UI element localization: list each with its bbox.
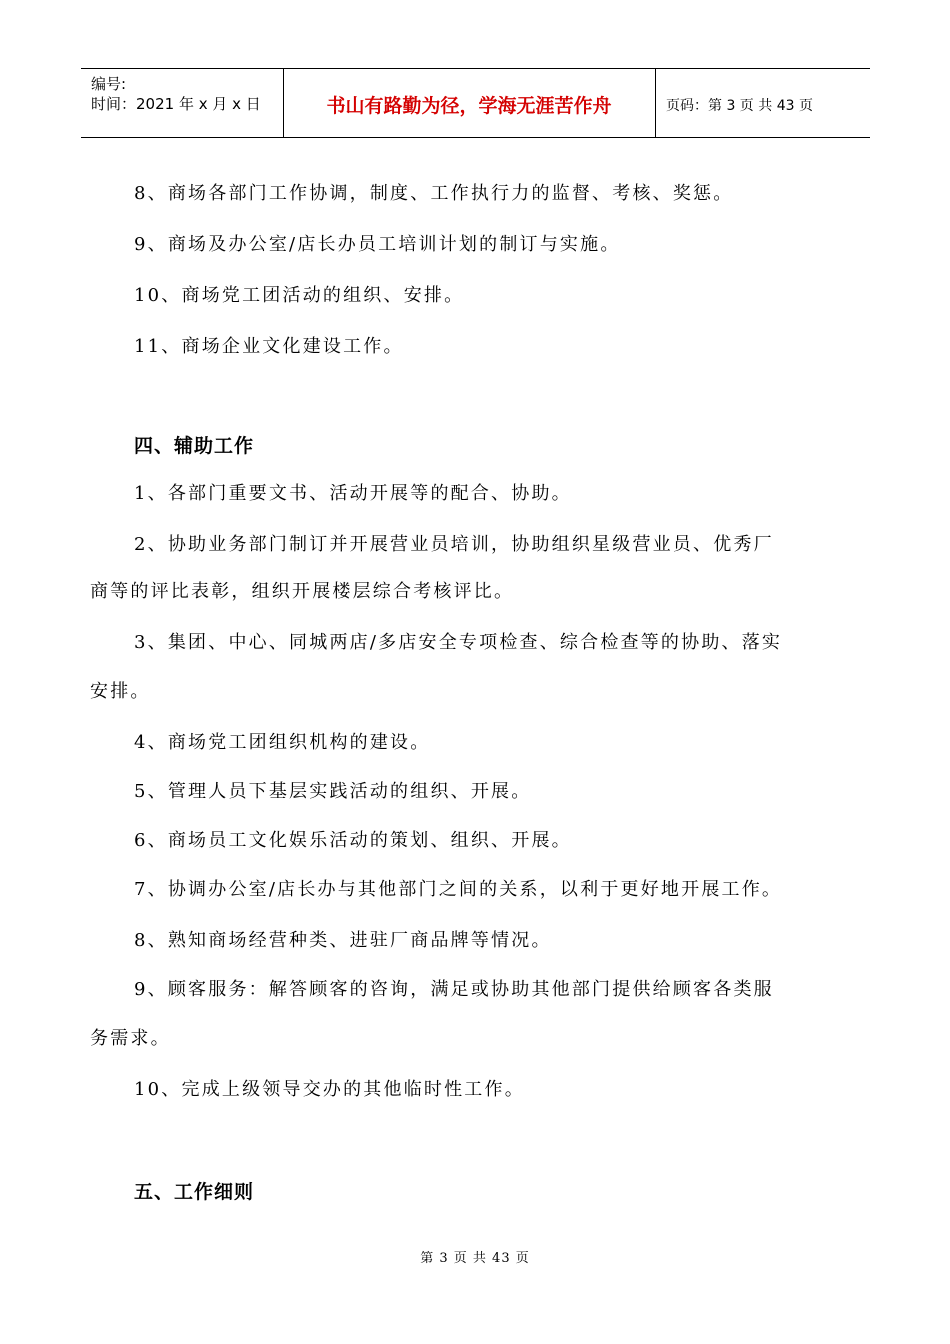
section4-item-3-line-2: 安排。: [90, 681, 151, 702]
section4-item-7: 7、协调办公室/店长办与其他部门之间的关系，以利于更好地开展工作。: [134, 879, 783, 900]
section4-heading: 四、辅助工作: [134, 435, 255, 457]
section3-item-10: 10、商场党工团活动的组织、安排。: [134, 285, 465, 306]
header-page-cell: [656, 69, 870, 137]
section4-item-3-line-1: 3、集团、中心、同城两店/多店安全专项检查、综合检查等的协助、落实: [134, 632, 783, 653]
section5-heading: 五、工作细则: [134, 1181, 255, 1203]
document-header: [81, 68, 870, 138]
section4-item-2-line-1: 2、协助业务部门制订并开展营业员培训，协助组织星级营业员、优秀厂: [134, 534, 774, 555]
document-number-label: 编号:: [91, 75, 127, 93]
section4-item-10: 10、完成上级领导交办的其他临时性工作。: [134, 1079, 525, 1100]
section4-item-1: 1、各部门重要文书、活动开展等的配合、协助。: [134, 483, 572, 504]
section4-item-4: 4、商场党工团组织机构的建设。: [134, 732, 431, 753]
section4-item-9-line-1: 9、顾客服务：解答顾客的咨询，满足或协助其他部门提供给顾客各类服: [134, 979, 774, 1000]
section4-item-2-line-2: 商等的评比表彰，组织开展楼层综合考核评比。: [90, 581, 515, 602]
page-footer: 第 3 页 共 43 页: [420, 1251, 530, 1266]
section3-item-8: 8、商场各部门工作协调，制度、工作执行力的监督、考核、奖惩。: [134, 183, 734, 204]
header-motto: 书山有路勤为径，学海无涯苦作舟: [326, 95, 612, 117]
section4-item-6: 6、商场员工文化娱乐活动的策划、组织、开展。: [134, 830, 572, 851]
header-page-info: 页码：第 3 页 共 43 页: [666, 98, 813, 114]
header-meta-cell: [81, 69, 284, 137]
section3-item-9: 9、商场及办公室/店长办员工培训计划的制订与实施。: [134, 234, 621, 255]
header-motto-cell: [283, 69, 656, 137]
section4-item-5: 5、管理人员下基层实践活动的组织、开展。: [134, 781, 532, 802]
section3-item-11: 11、商场企业文化建设工作。: [134, 336, 404, 357]
document-time-label: 时间：2021 年 x 月 x 日: [91, 95, 261, 113]
section4-item-8: 8、熟知商场经营种类、进驻厂商品牌等情况。: [134, 930, 552, 951]
section4-item-9-line-2: 务需求。: [90, 1028, 171, 1049]
